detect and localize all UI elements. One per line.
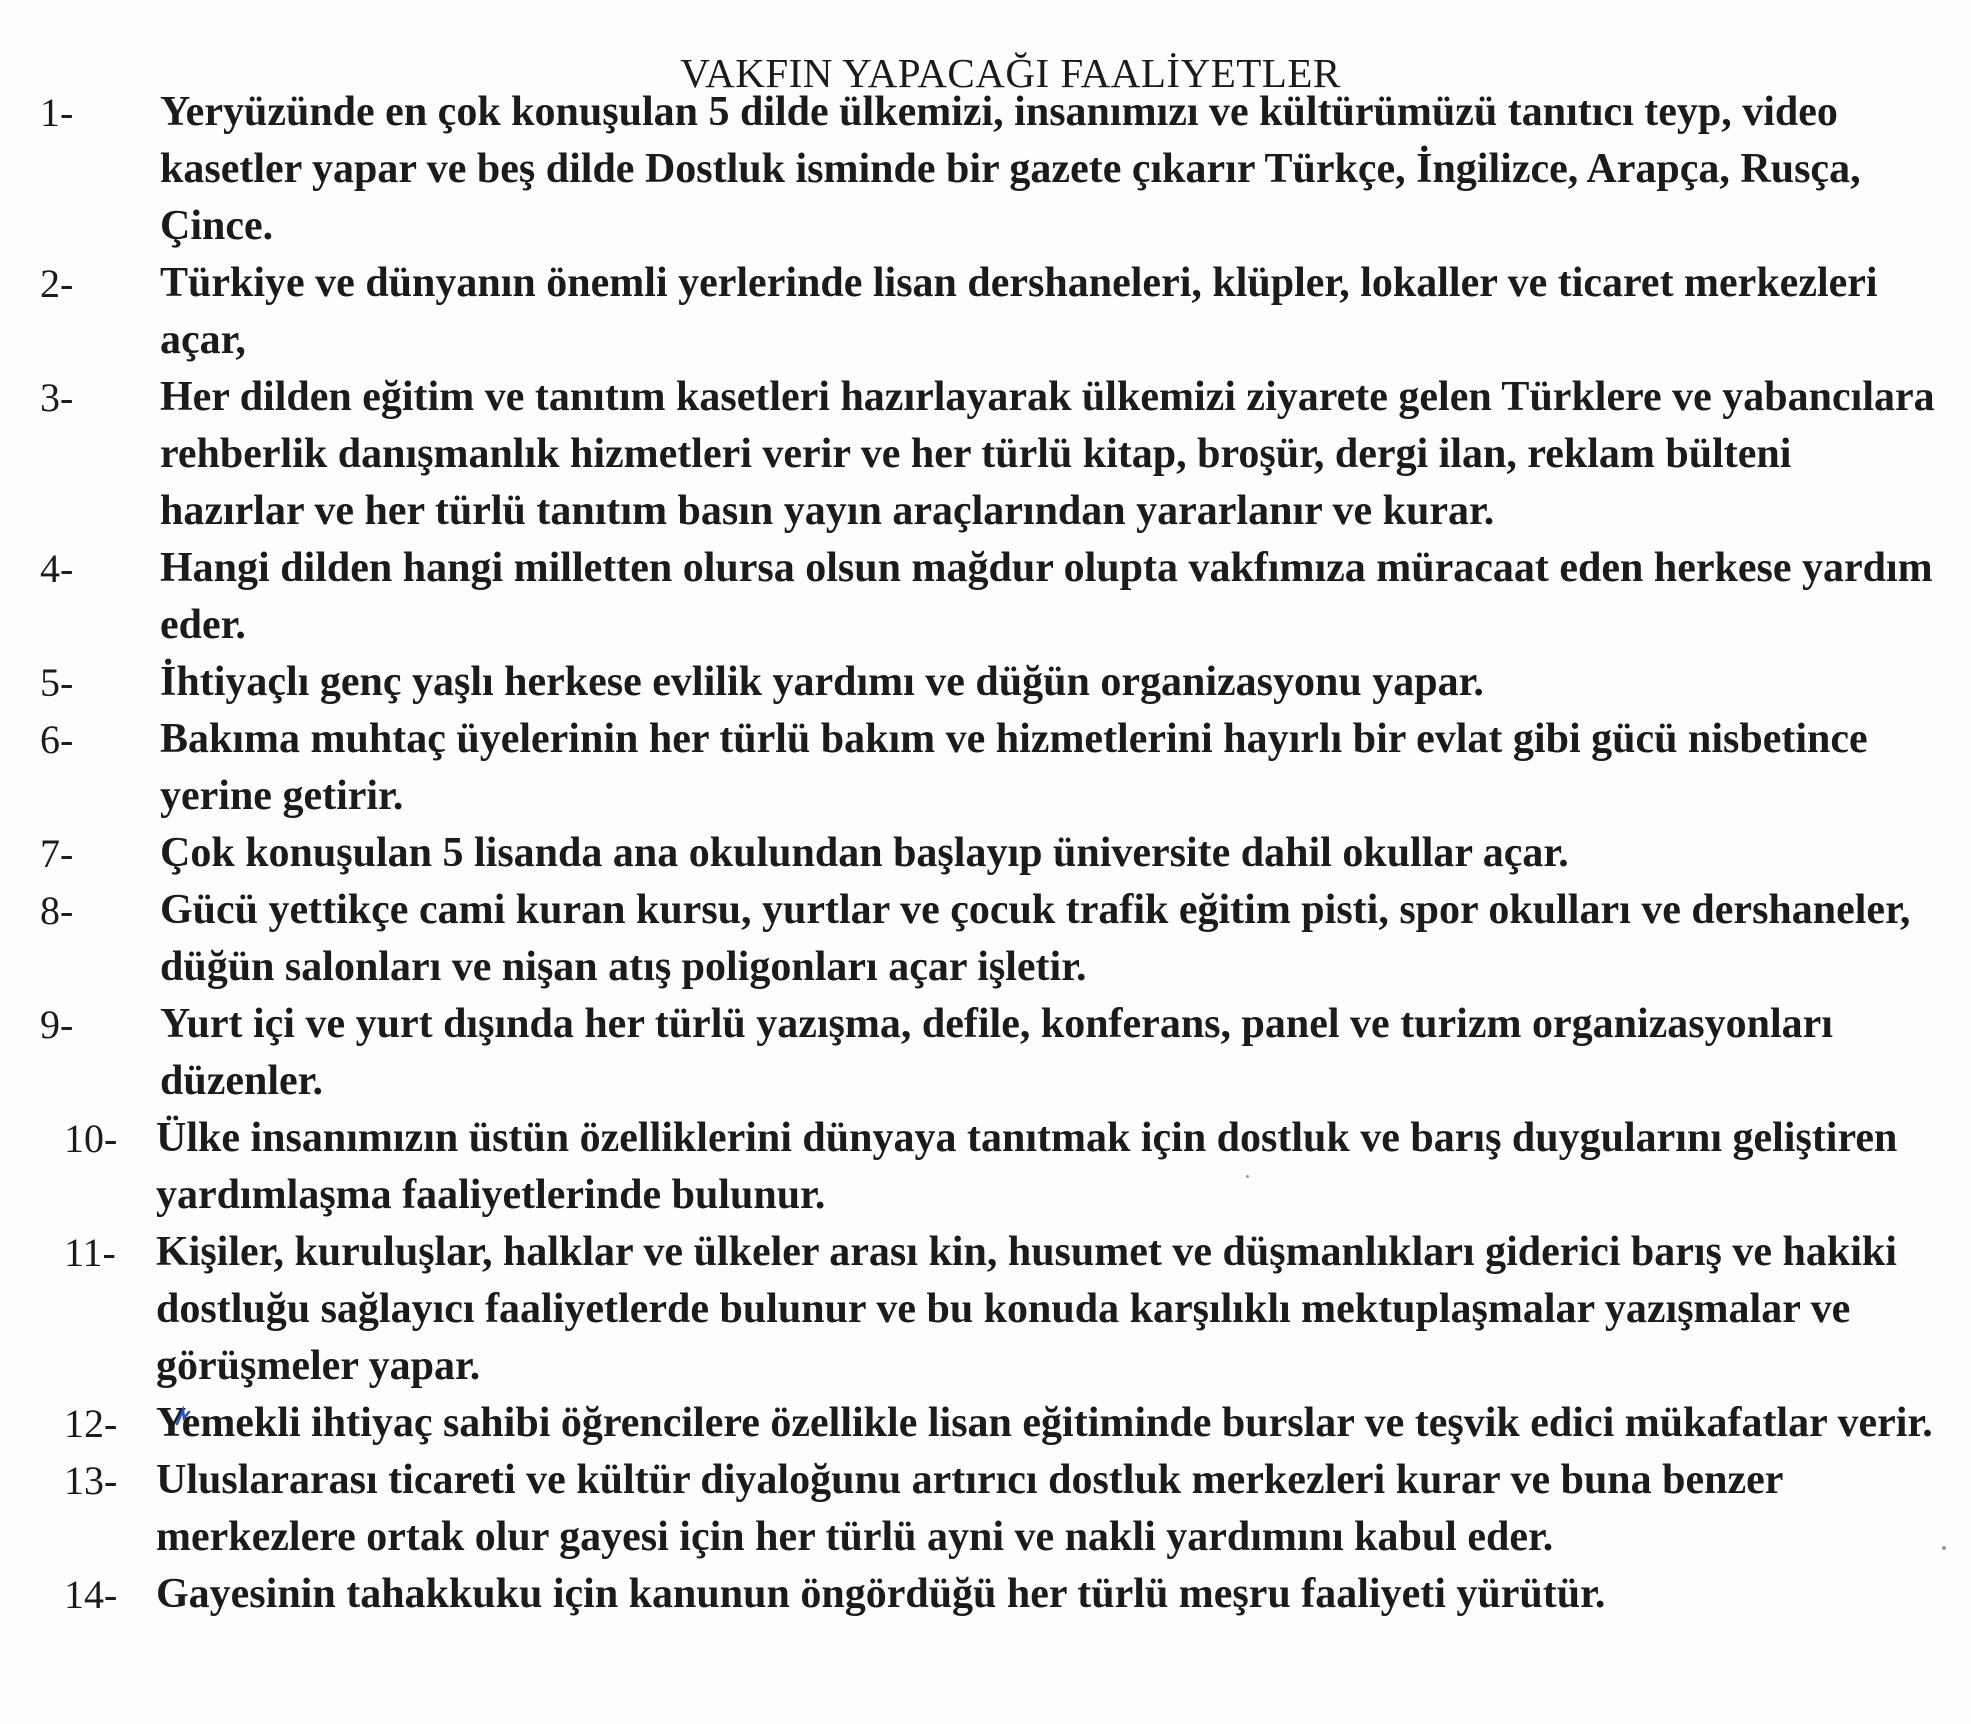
activity-number: 4- — [40, 546, 74, 591]
activity-number: 12- — [64, 1401, 118, 1446]
activity-text: Yurt içi ve yurt dışında her türlü yazışma, defile, konferans, panel ve turizm organizasyonları düzenler. — [160, 1001, 1833, 1104]
activity-text: Hangi dilden hangi milletten olursa olsun mağdur olupta vakfımıza müracaat eden herkese yardım eder. — [160, 545, 1933, 648]
activity-text: Yemekli ihtiyaç sahibi öğrencilere özellikle lisan eğitiminde burslar ve teşvik edici mükafatlar verir. — [156, 1400, 1933, 1446]
activity-number: 10- — [64, 1116, 118, 1161]
activity-text: Kişiler, kuruluşlar, halklar ve ülkeler arası kin, husumet ve düşmanlıkları giderici barış ve hakiki dostluğu sağlayıcı faaliyetlerde bulunur ve bu konuda karşılıklı mektuplaşmalar yazışmalar ve görüşmeler yapar. — [156, 1229, 1897, 1389]
activity-item — [40, 255, 1940, 369]
activity-text: Ülke insanımızın üstün özelliklerini dünyaya tanıtmak için dostluk ve barış duygularını geliştiren yardımlaşma faaliyetlerinde bulunur. — [156, 1115, 1898, 1218]
document-title: VAKFIN YAPACAĞI FAALİYETLER — [680, 50, 1341, 97]
activity-number: 7- — [40, 831, 74, 876]
activity-text: Çok konuşulan 5 lisanda ana okulundan başlayıp üniversite dahil okullar açar. — [160, 830, 1569, 876]
activity-item — [40, 1224, 1940, 1395]
activity-item — [40, 1452, 1940, 1566]
activity-item — [40, 1566, 1940, 1623]
scan-speck — [1942, 1546, 1946, 1550]
activity-text: Türkiye ve dünyanın önemli yerlerinde lisan dershaneleri, klüpler, lokaller ve ticaret merkezleri açar, — [160, 260, 1878, 363]
activity-text: Yeryüzünde en çok konuşulan 5 dilde ülkemizi, insanımızı ve kültürümüzü tanıtıcı teyp, video kasetler yapar ve beş dilde Dostluk isminde bir gazete çıkarır Türkçe, İngilizce, Arapça, Rusça, Çince. — [160, 89, 1861, 249]
activity-list — [40, 84, 1940, 1623]
activity-text: Her dilden eğitim ve tanıtım kasetleri hazırlayarak ülkemizi ziyarete gelen Türklere ve yabancılara rehberlik danışmanlık hizmetleri verir ve her türlü kitap, broşür, dergi ilan, reklam bülteni hazırlar ve her türlü tanıtım basın yayın araçlarından yararlanır ve kurar. — [160, 374, 1935, 534]
activity-number: 3- — [40, 375, 74, 420]
activity-text: Gücü yettikçe cami kuran kursu, yurtlar ve çocuk trafik eğitim pisti, spor okulları ve dershaneler, düğün salonları ve nişan atış poligonları açar işletir. — [160, 887, 1911, 990]
activity-item — [40, 654, 1940, 711]
activity-item — [40, 1395, 1940, 1452]
activity-number: 13- — [64, 1458, 118, 1503]
activity-number: 8- — [40, 888, 74, 933]
activity-item — [40, 996, 1940, 1110]
pen-mark-icon — [174, 1406, 192, 1428]
activity-item — [40, 369, 1940, 540]
activity-text: Uluslararası ticareti ve kültür diyaloğunu artırıcı dostluk merkezleri kurar ve buna benzer merkezlere ortak olur gayesi için her türlü ayni ve nakli yardımını kabul eder. — [156, 1457, 1783, 1560]
activity-item — [40, 711, 1940, 825]
activity-text: Gayesinin tahakkuku için kanunun öngördüğü her türlü meşru faaliyeti yürütür. — [156, 1571, 1606, 1617]
activity-item — [40, 825, 1940, 882]
activity-text: Bakıma muhtaç üyelerinin her türlü bakım ve hizmetlerini hayırlı bir evlat gibi gücü nisbetince yerine getirir. — [160, 716, 1868, 819]
activity-number: 1- — [40, 90, 74, 135]
activity-item — [40, 540, 1940, 654]
activity-number: 14- — [64, 1572, 118, 1617]
activity-number: 2- — [40, 261, 74, 306]
activity-item — [40, 1110, 1940, 1224]
activity-number: 9- — [40, 1002, 74, 1047]
activity-text: İhtiyaçlı genç yaşlı herkese evlilik yardımı ve düğün organizasyonu yapar. — [160, 659, 1484, 705]
activity-item — [40, 882, 1940, 996]
scan-speck — [1246, 1175, 1249, 1178]
activity-number: 11- — [64, 1230, 116, 1275]
activity-number: 6- — [40, 717, 74, 762]
activity-number: 5- — [40, 660, 74, 705]
activity-item — [40, 84, 1940, 255]
